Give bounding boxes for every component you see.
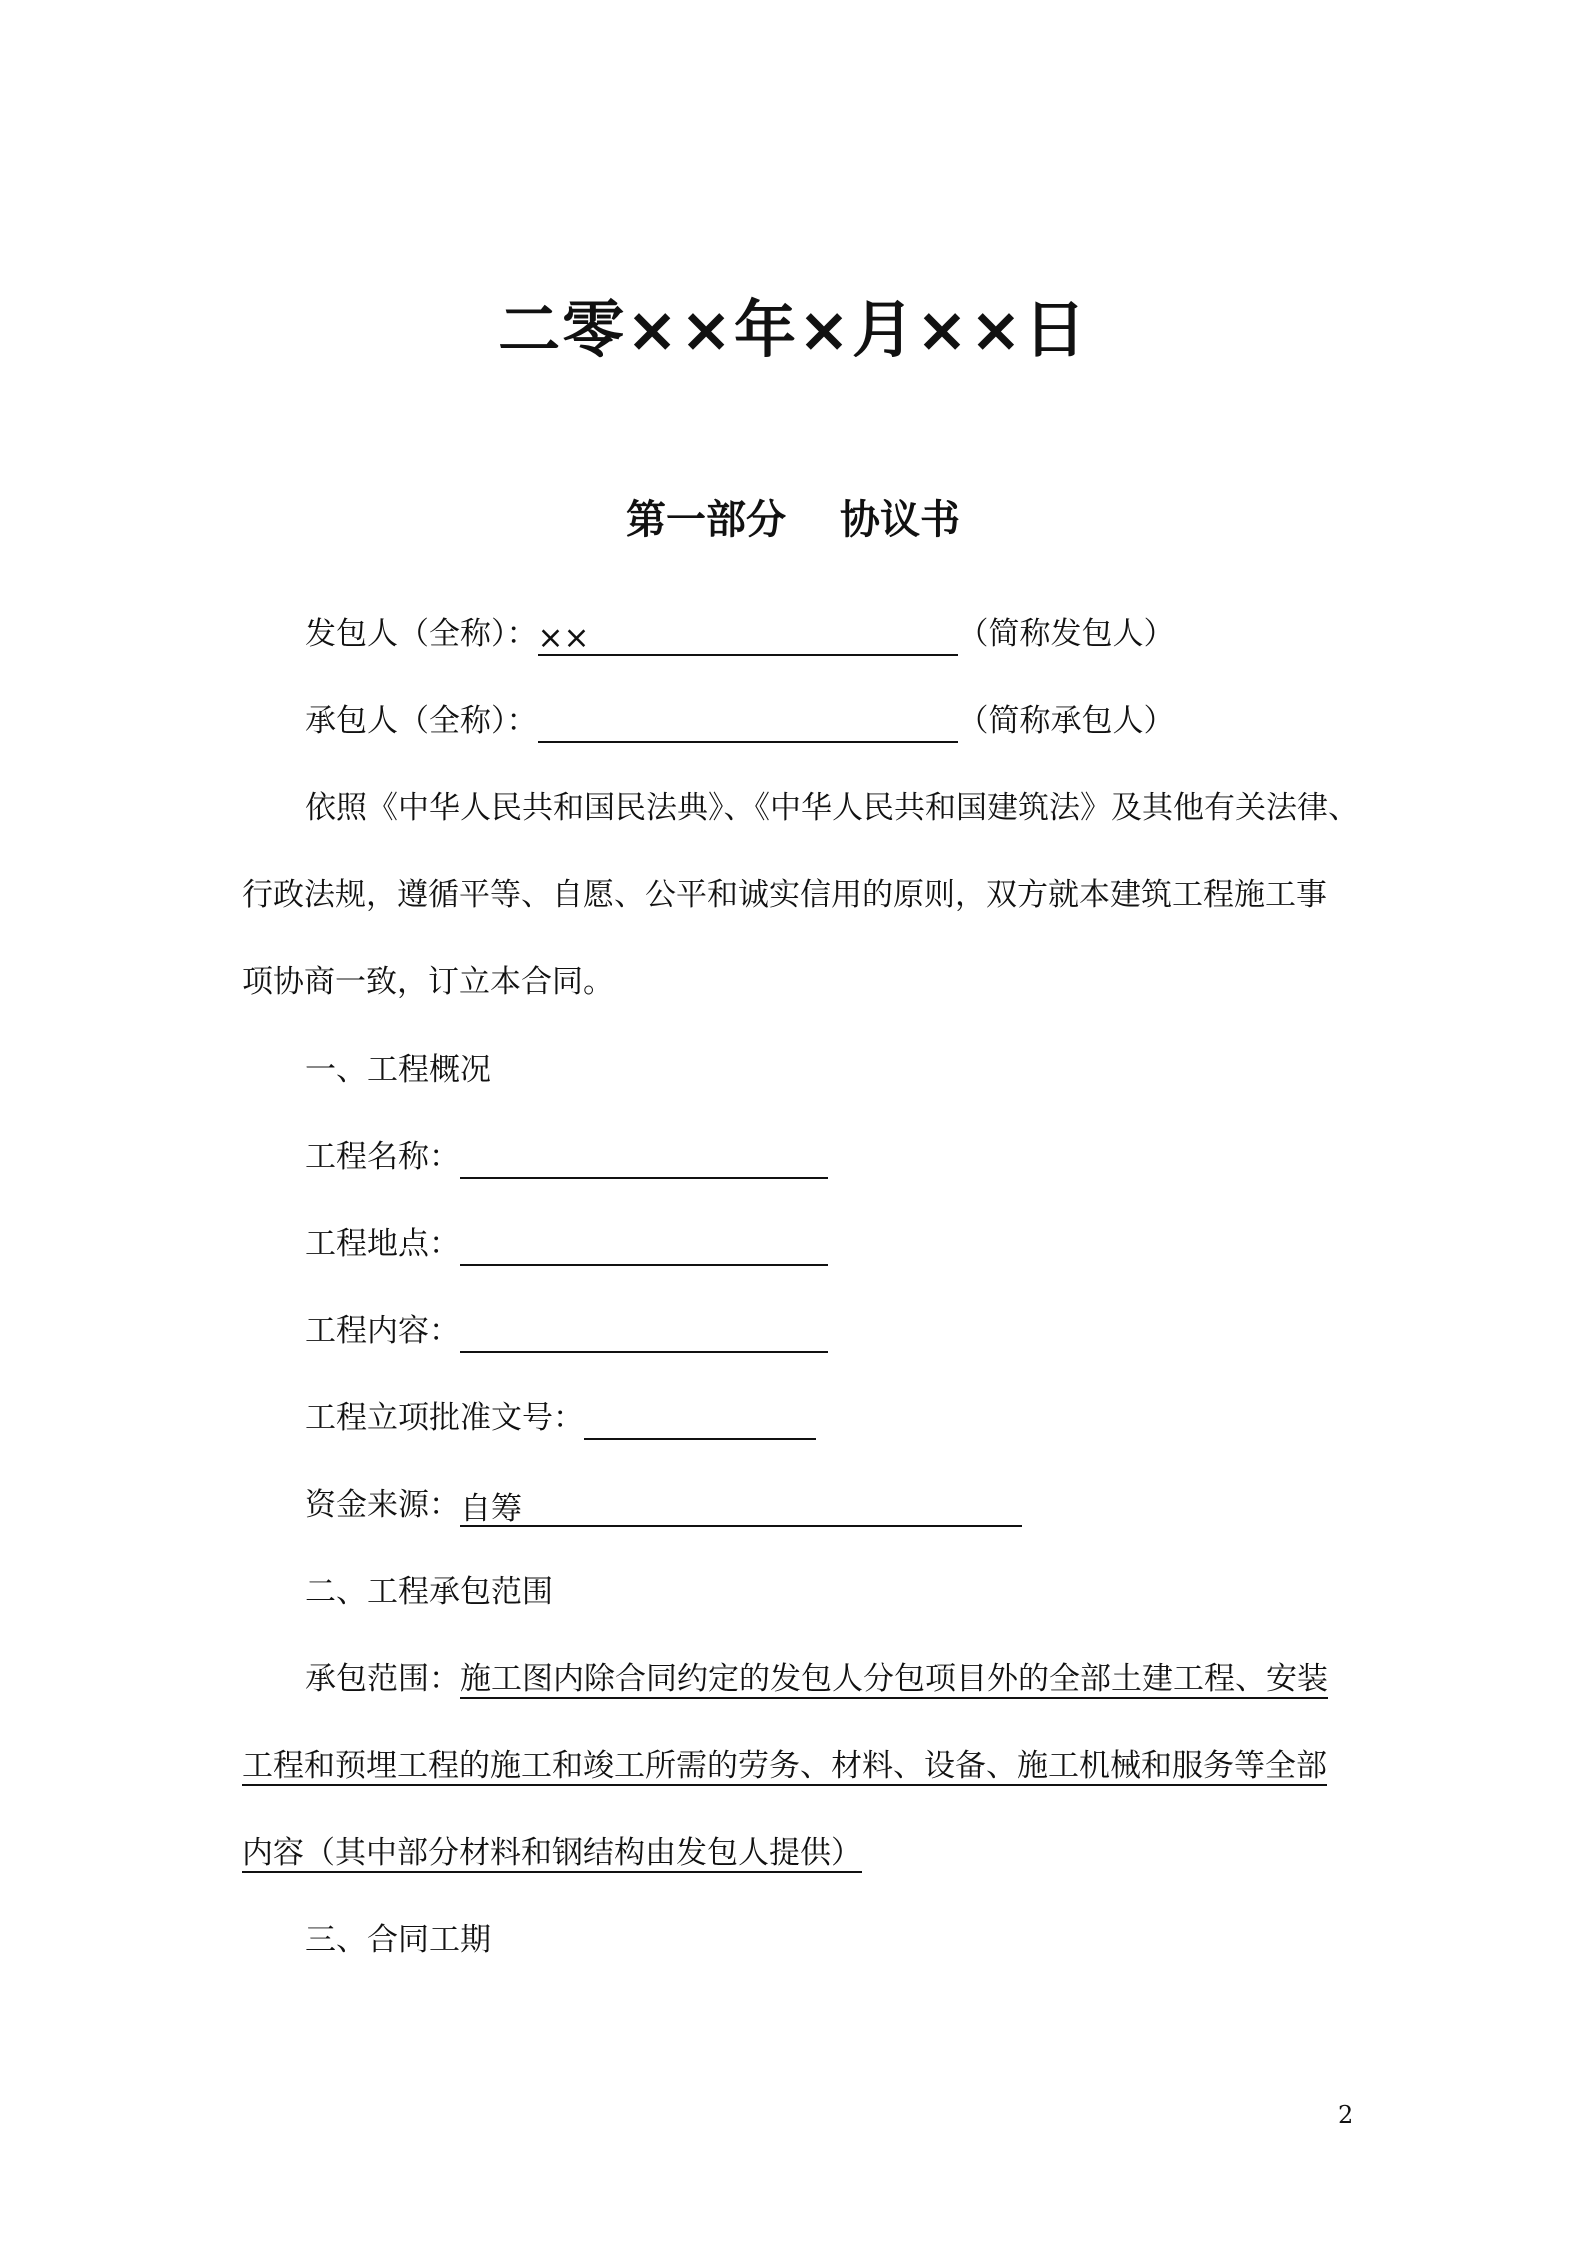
part-title: 第一部分 协议书 xyxy=(626,497,960,543)
project-content-field[interactable] xyxy=(460,1313,828,1353)
preamble-line-3: 项协商一致，订立本合同。 xyxy=(242,964,614,1000)
contractor-suffix: （简称承包人） xyxy=(957,703,1175,739)
section2-heading: 二、工程承包范围 xyxy=(305,1574,553,1610)
project-location-line xyxy=(305,1222,828,1266)
scope-line-1 xyxy=(305,1657,1328,1701)
contractor-label: 承包人（全称）： xyxy=(305,703,538,739)
scope-text-2: 工程和预埋工程的施工和竣工所需的劳务、材料、设备、施工机械和服务等全部 xyxy=(242,1748,1327,1784)
project-content-line xyxy=(305,1309,828,1353)
employer-suffix: （简称发包人） xyxy=(957,616,1175,652)
scope-label: 承包范围： xyxy=(305,1661,460,1697)
approval-number-field[interactable] xyxy=(584,1400,816,1440)
scope-text-1: 施工图内除合同约定的发包人分包项目外的全部土建工程、安装 xyxy=(460,1661,1328,1697)
project-name-field[interactable] xyxy=(460,1139,828,1179)
scope-text-3: 内容（其中部分材料和钢结构由发包人提供） xyxy=(242,1835,862,1871)
project-name-line xyxy=(305,1135,828,1179)
funding-source-label: 资金来源： xyxy=(305,1487,460,1523)
project-name-label: 工程名称： xyxy=(305,1139,460,1175)
page-number: 2 xyxy=(1338,2101,1354,2129)
contractor-field[interactable] xyxy=(538,703,958,743)
section3-heading: 三、合同工期 xyxy=(305,1922,491,1958)
project-content-label: 工程内容： xyxy=(305,1313,460,1349)
funding-source-line xyxy=(305,1483,1022,1527)
employer-field[interactable] xyxy=(538,616,958,656)
employer-label: 发包人（全称）： xyxy=(305,616,538,652)
funding-source-value: 自筹 xyxy=(460,1491,522,1527)
preamble-line-2: 行政法规，遵循平等、自愿、公平和诚实信用的原则，双方就本建筑工程施工事 xyxy=(242,877,1327,913)
employer-line xyxy=(305,612,1175,656)
project-location-field[interactable] xyxy=(460,1226,828,1266)
contractor-line xyxy=(305,699,1175,743)
funding-source-field[interactable] xyxy=(460,1487,1022,1527)
approval-number-line xyxy=(305,1396,816,1440)
approval-number-label: 工程立项批准文号： xyxy=(305,1400,584,1436)
date-title: 二零××年×月××日 xyxy=(498,293,1088,366)
preamble-line-1: 依照《中华人民共和国民法典》、《中华人民共和国建筑法》及其他有关法律、 xyxy=(305,790,1359,826)
project-location-label: 工程地点： xyxy=(305,1226,460,1262)
employer-value: ×× xyxy=(537,620,590,656)
section1-heading: 一、工程概况 xyxy=(305,1052,491,1088)
